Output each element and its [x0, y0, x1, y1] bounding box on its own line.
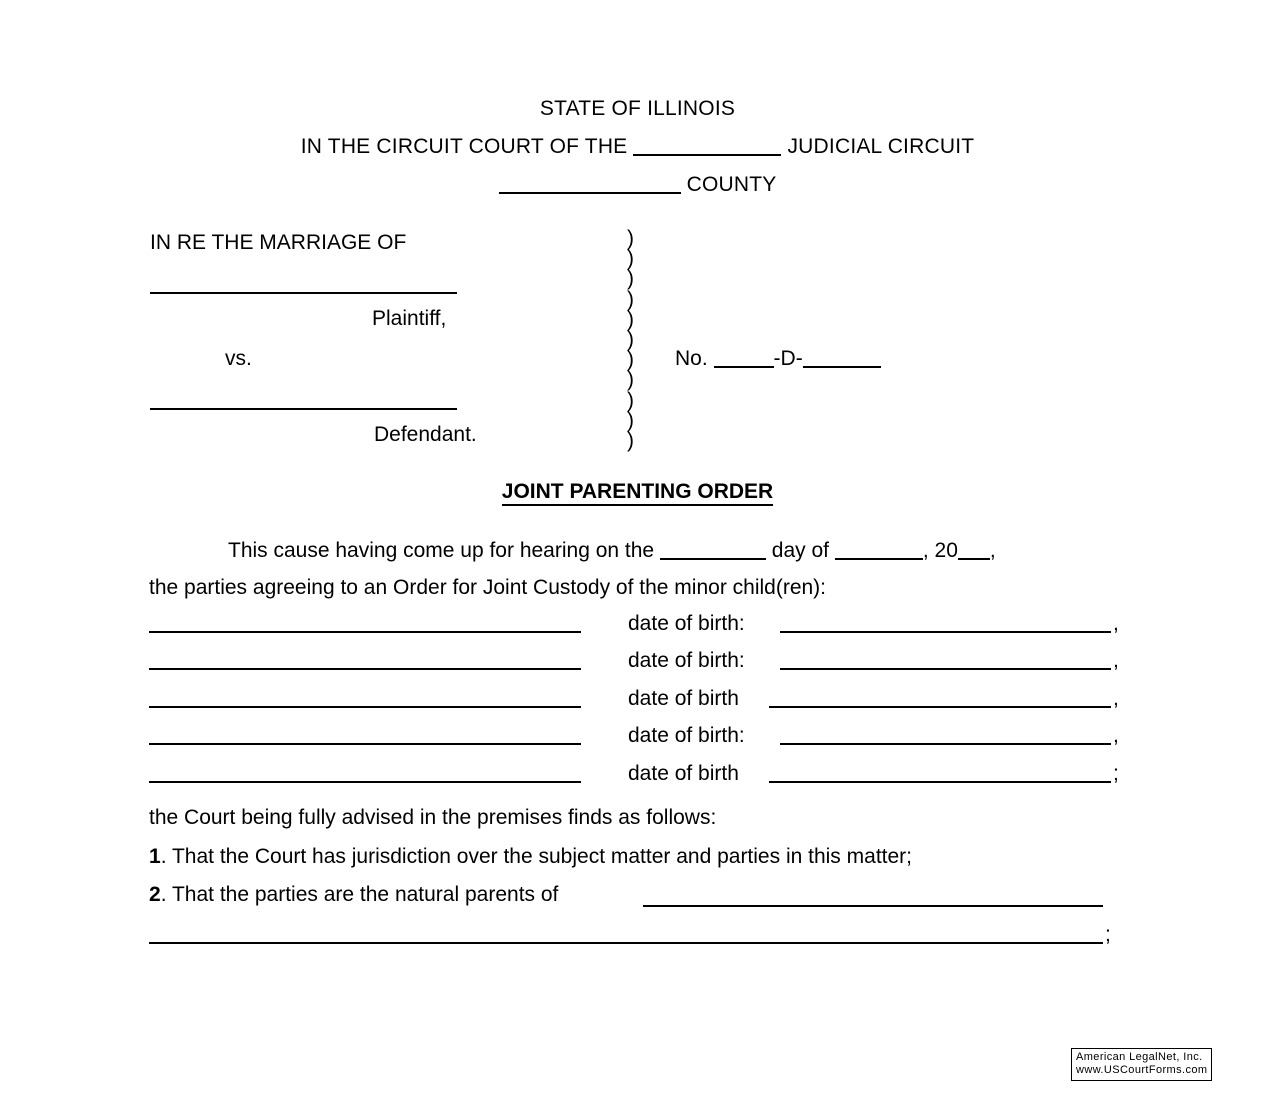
child-row-punctuation: ,: [1113, 687, 1119, 710]
document-title-text: JOINT PARENTING ORDER: [502, 480, 773, 506]
date-of-birth-label: date of birth:: [628, 649, 745, 672]
hearing-date-sentence: [228, 539, 996, 563]
child-name-blank[interactable]: [149, 743, 581, 745]
publisher-website: www.USCourtForms.com: [1076, 1064, 1208, 1076]
county-suffix-text: COUNTY: [686, 173, 777, 196]
paragraph-2-end-punctuation: ;: [1105, 923, 1111, 946]
date-of-birth-label: date of birth: [628, 762, 739, 785]
child-row-punctuation: ,: [1113, 612, 1119, 635]
child-row-punctuation: ,: [1113, 649, 1119, 672]
paragraph-1-text: . That the Court has jurisdiction over the subject matter and parties in this matter;: [160, 845, 912, 868]
plaintiff-label: Plaintiff,: [372, 307, 447, 330]
case-number-field: [675, 347, 881, 371]
date-of-birth-label: date of birth:: [628, 724, 745, 747]
child-name-blank[interactable]: [149, 631, 581, 633]
child-name-blank[interactable]: [149, 668, 581, 670]
case-number-year-blank[interactable]: [714, 366, 774, 368]
hearing-month-blank[interactable]: [835, 558, 923, 560]
child-name-blank[interactable]: [149, 706, 581, 708]
court-advised-sentence: the Court being fully advised in the premises finds as follows:: [149, 806, 717, 829]
circuit-prefix-text: IN THE CIRCUIT COURT OF THE: [300, 135, 628, 158]
finding-paragraph-2: [149, 883, 558, 907]
caption-paren: ): [627, 307, 634, 331]
court-state-heading: STATE OF ILLINOIS: [539, 97, 736, 120]
hearing-day-blank[interactable]: [660, 558, 766, 560]
caption-paren: ): [627, 428, 634, 452]
publisher-company-name: American LegalNet, Inc.: [1076, 1051, 1203, 1063]
caption-paren-column: [627, 229, 634, 451]
hearing-sentence-end: ,: [989, 539, 996, 562]
child-row-punctuation: ,: [1113, 724, 1119, 747]
in-re-marriage-label: IN RE THE MARRIAGE OF: [150, 231, 407, 254]
caption-paren: ): [627, 408, 634, 432]
caption-paren: ): [627, 267, 634, 291]
paragraph-2-blank-line-1[interactable]: [643, 905, 1103, 907]
caption-paren: ): [627, 327, 634, 351]
caption-paren: ): [627, 227, 634, 250]
document-title: [0, 480, 1275, 504]
publisher-stamp: [1071, 1048, 1212, 1081]
child-name-blank[interactable]: [149, 781, 581, 783]
date-of-birth-blank[interactable]: [769, 781, 1111, 783]
date-of-birth-blank[interactable]: [780, 631, 1111, 633]
joint-custody-sentence: the parties agreeing to an Order for Joint Custody of the minor child(ren):: [149, 576, 827, 599]
paragraph-2-number: 2: [149, 883, 161, 906]
paragraph-1-number: 1: [149, 845, 161, 868]
date-of-birth-blank[interactable]: [780, 668, 1111, 670]
paragraph-2-blank-line-2[interactable]: [149, 942, 1103, 944]
case-number-sequence-blank[interactable]: [803, 366, 881, 368]
caption-paren: ): [627, 368, 634, 392]
child-row-punctuation: ;: [1113, 762, 1119, 785]
case-number-separator: -D-: [773, 347, 803, 370]
hearing-year-blank[interactable]: [958, 558, 990, 560]
caption-paren: ): [627, 247, 634, 271]
hearing-year-prefix: , 20: [922, 539, 958, 562]
date-of-birth-label: date of birth: [628, 687, 739, 710]
versus-label: vs.: [225, 347, 252, 370]
date-of-birth-blank[interactable]: [769, 706, 1111, 708]
circuit-suffix-text: JUDICIAL CIRCUIT: [787, 135, 975, 158]
caption-paren: ): [627, 388, 634, 412]
defendant-name-blank[interactable]: [150, 408, 457, 410]
case-number-label: No.: [675, 347, 708, 370]
defendant-label: Defendant.: [374, 423, 477, 446]
hearing-sentence-prefix: This cause having come up for hearing on the: [228, 539, 655, 562]
caption-paren: ): [627, 287, 634, 311]
plaintiff-name-blank[interactable]: [150, 292, 457, 294]
caption-paren: ): [627, 348, 634, 372]
hearing-sentence-mid: day of: [771, 539, 829, 562]
finding-paragraph-1: [149, 845, 912, 869]
date-of-birth-label: date of birth:: [628, 612, 745, 635]
paragraph-2-text: . That the parties are the natural parents of: [160, 883, 559, 906]
date-of-birth-blank[interactable]: [780, 743, 1111, 745]
